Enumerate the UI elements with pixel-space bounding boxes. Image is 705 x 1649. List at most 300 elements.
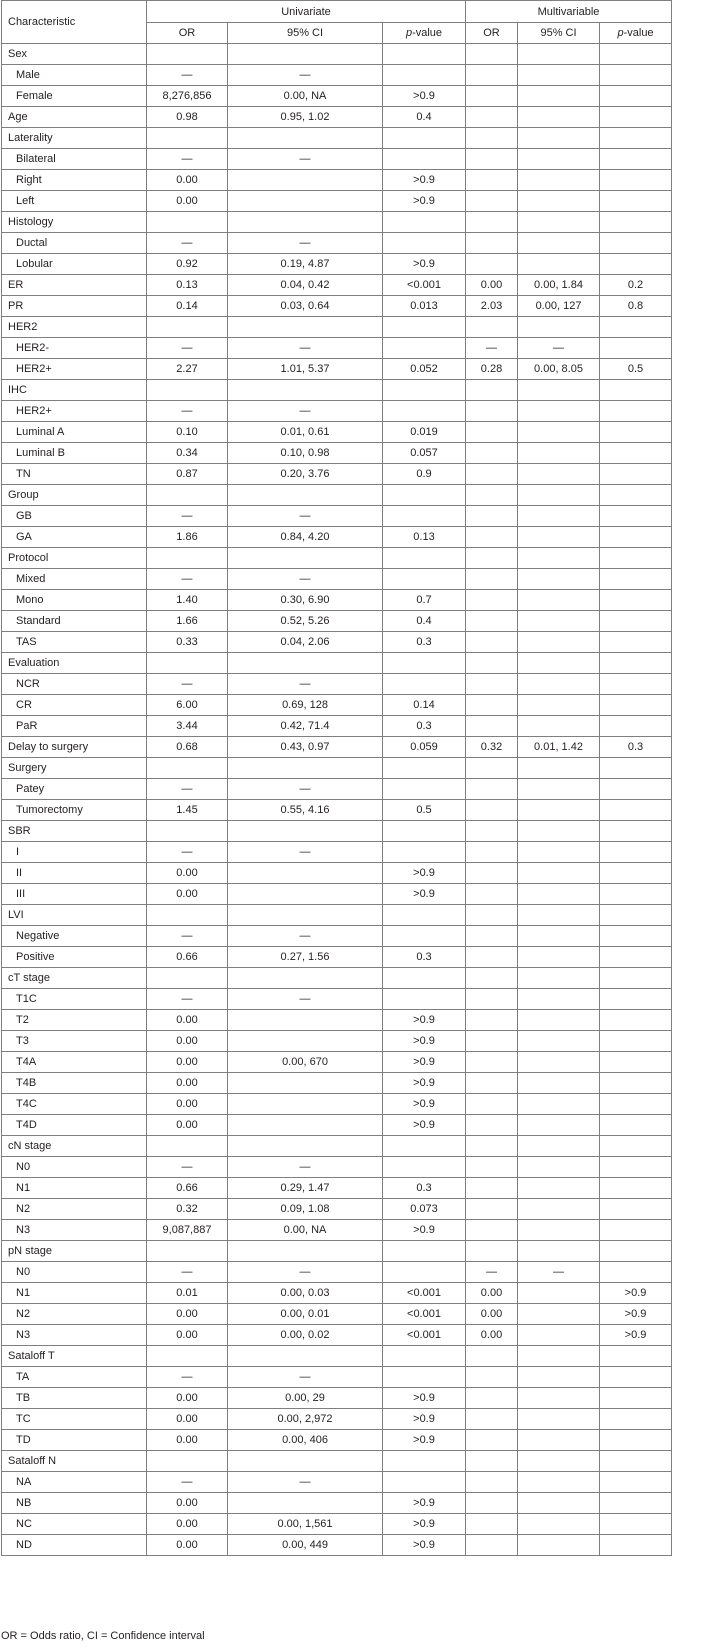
multi-p-cell bbox=[600, 1430, 672, 1451]
uni-ci-cell bbox=[228, 1451, 383, 1472]
multi-or-cell: 0.00 bbox=[466, 1283, 518, 1304]
characteristic-label: Laterality bbox=[2, 128, 147, 149]
uni-p-cell bbox=[383, 128, 466, 149]
uni-p-cell bbox=[383, 380, 466, 401]
uni-or-cell: 9,087,887 bbox=[147, 1220, 228, 1241]
uni-ci-header: 95% CI bbox=[228, 23, 383, 44]
multi-or-cell bbox=[466, 1241, 518, 1262]
multi-p-cell: 0.2 bbox=[600, 275, 672, 296]
characteristic-header: Characteristic bbox=[2, 1, 147, 44]
uni-ci-cell: 0.55, 4.16 bbox=[228, 800, 383, 821]
level-label: PaR bbox=[2, 716, 147, 737]
multi-or-cell bbox=[466, 485, 518, 506]
multi-ci-cell bbox=[518, 317, 600, 338]
multi-or-cell bbox=[466, 674, 518, 695]
uni-or-cell: 0.00 bbox=[147, 1325, 228, 1346]
multi-ci-cell bbox=[518, 716, 600, 737]
table-row bbox=[2, 674, 672, 695]
p-suffix: -value bbox=[412, 27, 443, 39]
uni-or-cell bbox=[147, 44, 228, 65]
multi-or-cell bbox=[466, 1409, 518, 1430]
level-label: Positive bbox=[2, 947, 147, 968]
level-label: Standard bbox=[2, 611, 147, 632]
multi-or-cell bbox=[466, 149, 518, 170]
multi-ci-cell bbox=[518, 86, 600, 107]
multi-p-header bbox=[600, 23, 672, 44]
uni-p-cell bbox=[383, 212, 466, 233]
uni-or-cell: 0.87 bbox=[147, 464, 228, 485]
multi-ci-cell bbox=[518, 548, 600, 569]
multi-p-cell bbox=[600, 1010, 672, 1031]
level-label: Bilateral bbox=[2, 149, 147, 170]
multi-p-cell bbox=[600, 947, 672, 968]
multi-ci-cell bbox=[518, 674, 600, 695]
multi-ci-cell bbox=[518, 1493, 600, 1514]
uni-ci-cell: 0.09, 1.08 bbox=[228, 1199, 383, 1220]
uni-p-header bbox=[383, 23, 466, 44]
uni-ci-cell bbox=[228, 44, 383, 65]
uni-p-cell: 0.7 bbox=[383, 590, 466, 611]
multi-ci-cell bbox=[518, 1220, 600, 1241]
multi-ci-cell bbox=[518, 1031, 600, 1052]
multi-or-cell bbox=[466, 1493, 518, 1514]
multi-ci-cell bbox=[518, 1451, 600, 1472]
multi-or-cell bbox=[466, 527, 518, 548]
table-row bbox=[2, 338, 672, 359]
table-row bbox=[2, 1052, 672, 1073]
uni-or-cell bbox=[147, 905, 228, 926]
multi-or-cell bbox=[466, 1157, 518, 1178]
multi-p-cell bbox=[600, 674, 672, 695]
uni-p-cell: >0.9 bbox=[383, 1514, 466, 1535]
uni-ci-cell: 0.84, 4.20 bbox=[228, 527, 383, 548]
multi-or-cell bbox=[466, 989, 518, 1010]
multi-ci-cell bbox=[518, 1514, 600, 1535]
uni-or-cell: — bbox=[147, 506, 228, 527]
uni-or-cell: 0.34 bbox=[147, 443, 228, 464]
table-row bbox=[2, 296, 672, 317]
multi-or-cell bbox=[466, 548, 518, 569]
uni-or-cell: — bbox=[147, 569, 228, 590]
multi-p-cell bbox=[600, 926, 672, 947]
uni-p-cell bbox=[383, 485, 466, 506]
multi-or-cell bbox=[466, 653, 518, 674]
uni-ci-cell bbox=[228, 317, 383, 338]
multi-p-cell bbox=[600, 233, 672, 254]
uni-ci-cell bbox=[228, 968, 383, 989]
multi-ci-cell bbox=[518, 1472, 600, 1493]
multi-ci-cell bbox=[518, 863, 600, 884]
multi-or-cell bbox=[466, 506, 518, 527]
multi-ci-cell bbox=[518, 65, 600, 86]
multi-or-cell bbox=[466, 1430, 518, 1451]
uni-ci-cell bbox=[228, 758, 383, 779]
uni-or-cell: 0.00 bbox=[147, 884, 228, 905]
uni-p-cell bbox=[383, 653, 466, 674]
table-row bbox=[2, 1241, 672, 1262]
uni-or-cell bbox=[147, 1346, 228, 1367]
multi-or-cell bbox=[466, 758, 518, 779]
multi-or-cell bbox=[466, 107, 518, 128]
table-row bbox=[2, 1430, 672, 1451]
multi-or-cell bbox=[466, 1031, 518, 1052]
multi-ci-cell bbox=[518, 485, 600, 506]
multi-p-cell bbox=[600, 1262, 672, 1283]
multi-ci-cell: 0.01, 1.42 bbox=[518, 737, 600, 758]
uni-or-cell: 0.00 bbox=[147, 1031, 228, 1052]
multi-p-cell bbox=[600, 149, 672, 170]
characteristic-label: Histology bbox=[2, 212, 147, 233]
p-italic: p bbox=[405, 27, 413, 39]
uni-ci-cell: — bbox=[228, 1472, 383, 1493]
table-row bbox=[2, 653, 672, 674]
table-row bbox=[2, 1136, 672, 1157]
uni-p-cell bbox=[383, 674, 466, 695]
uni-or-cell: 3.44 bbox=[147, 716, 228, 737]
multi-ci-cell bbox=[518, 1367, 600, 1388]
multi-or-cell bbox=[466, 44, 518, 65]
table-row bbox=[2, 1451, 672, 1472]
uni-or-cell: — bbox=[147, 842, 228, 863]
uni-or-cell: 1.66 bbox=[147, 611, 228, 632]
uni-or-cell: — bbox=[147, 401, 228, 422]
multi-ci-cell bbox=[518, 1052, 600, 1073]
multi-ci-cell bbox=[518, 842, 600, 863]
multi-or-cell bbox=[466, 1388, 518, 1409]
multi-or-header: OR bbox=[466, 23, 518, 44]
multi-or-cell: 0.00 bbox=[466, 1325, 518, 1346]
uni-p-cell bbox=[383, 905, 466, 926]
uni-or-cell: 0.00 bbox=[147, 1388, 228, 1409]
multi-ci-cell bbox=[518, 800, 600, 821]
uni-ci-cell: — bbox=[228, 338, 383, 359]
table-row bbox=[2, 1115, 672, 1136]
level-label: T4A bbox=[2, 1052, 147, 1073]
uni-p-cell: >0.9 bbox=[383, 1073, 466, 1094]
multi-p-cell bbox=[600, 1241, 672, 1262]
multi-p-cell bbox=[600, 527, 672, 548]
table-row bbox=[2, 905, 672, 926]
uni-or-cell: 0.00 bbox=[147, 863, 228, 884]
characteristic-label: IHC bbox=[2, 380, 147, 401]
multi-p-cell bbox=[600, 716, 672, 737]
uni-or-cell bbox=[147, 485, 228, 506]
table-row bbox=[2, 863, 672, 884]
table-row bbox=[2, 758, 672, 779]
uni-p-cell bbox=[383, 926, 466, 947]
multi-p-cell bbox=[600, 1535, 672, 1556]
level-label: T1C bbox=[2, 989, 147, 1010]
level-label: T4C bbox=[2, 1094, 147, 1115]
uni-ci-cell bbox=[228, 1346, 383, 1367]
uni-or-cell: 0.66 bbox=[147, 1178, 228, 1199]
table-row bbox=[2, 1157, 672, 1178]
table-row bbox=[2, 800, 672, 821]
table-header bbox=[2, 1, 672, 44]
uni-ci-cell bbox=[228, 170, 383, 191]
multi-ci-cell bbox=[518, 1010, 600, 1031]
uni-p-cell bbox=[383, 44, 466, 65]
multi-p-cell bbox=[600, 338, 672, 359]
multi-p-cell: 0.3 bbox=[600, 737, 672, 758]
table-row bbox=[2, 422, 672, 443]
level-label: T2 bbox=[2, 1010, 147, 1031]
uni-or-cell: 0.00 bbox=[147, 1010, 228, 1031]
uni-or-cell: 0.00 bbox=[147, 1052, 228, 1073]
uni-ci-cell: — bbox=[228, 65, 383, 86]
uni-ci-cell: 0.00, 29 bbox=[228, 1388, 383, 1409]
multi-p-cell bbox=[600, 1493, 672, 1514]
multi-ci-cell bbox=[518, 884, 600, 905]
multi-p-cell bbox=[600, 44, 672, 65]
level-label: ND bbox=[2, 1535, 147, 1556]
uni-ci-cell bbox=[228, 1241, 383, 1262]
multi-ci-cell bbox=[518, 422, 600, 443]
multi-ci-cell bbox=[518, 695, 600, 716]
table-row bbox=[2, 611, 672, 632]
uni-ci-cell bbox=[228, 653, 383, 674]
multi-ci-cell bbox=[518, 527, 600, 548]
characteristic-label: Sex bbox=[2, 44, 147, 65]
level-label: Tumorectomy bbox=[2, 800, 147, 821]
characteristic-label: LVI bbox=[2, 905, 147, 926]
multi-p-cell bbox=[600, 695, 672, 716]
uni-p-cell: 0.073 bbox=[383, 1199, 466, 1220]
table-row bbox=[2, 254, 672, 275]
uni-or-cell bbox=[147, 968, 228, 989]
multi-p-cell bbox=[600, 317, 672, 338]
uni-ci-cell: 0.00, 670 bbox=[228, 1052, 383, 1073]
table-row bbox=[2, 191, 672, 212]
p-suffix: -value bbox=[623, 27, 654, 39]
uni-ci-cell bbox=[228, 821, 383, 842]
multi-p-cell bbox=[600, 1346, 672, 1367]
table-row bbox=[2, 821, 672, 842]
uni-or-cell: 0.13 bbox=[147, 275, 228, 296]
uni-ci-cell: 0.95, 1.02 bbox=[228, 107, 383, 128]
uni-p-cell: 0.059 bbox=[383, 737, 466, 758]
multi-p-cell bbox=[600, 548, 672, 569]
multi-p-cell bbox=[600, 1514, 672, 1535]
uni-or-cell: 0.92 bbox=[147, 254, 228, 275]
level-label: TD bbox=[2, 1430, 147, 1451]
uni-p-cell: >0.9 bbox=[383, 191, 466, 212]
level-label: TC bbox=[2, 1409, 147, 1430]
multi-p-cell bbox=[600, 1472, 672, 1493]
multi-ci-cell bbox=[518, 506, 600, 527]
uni-p-cell bbox=[383, 338, 466, 359]
multi-ci-cell bbox=[518, 989, 600, 1010]
level-label: N1 bbox=[2, 1283, 147, 1304]
uni-or-cell: — bbox=[147, 1157, 228, 1178]
uni-or-cell: — bbox=[147, 65, 228, 86]
table-row bbox=[2, 443, 672, 464]
level-label: NCR bbox=[2, 674, 147, 695]
uni-or-cell bbox=[147, 317, 228, 338]
multi-ci-cell: — bbox=[518, 338, 600, 359]
level-label: HER2- bbox=[2, 338, 147, 359]
multi-or-cell: 0.28 bbox=[466, 359, 518, 380]
multi-or-cell bbox=[466, 191, 518, 212]
uni-or-cell: — bbox=[147, 149, 228, 170]
multi-ci-cell bbox=[518, 569, 600, 590]
table-row bbox=[2, 149, 672, 170]
uni-p-cell bbox=[383, 149, 466, 170]
characteristic-label: ER bbox=[2, 275, 147, 296]
level-label: II bbox=[2, 863, 147, 884]
multi-or-cell bbox=[466, 842, 518, 863]
uni-or-cell: 0.00 bbox=[147, 1115, 228, 1136]
table-row bbox=[2, 989, 672, 1010]
level-label: Lobular bbox=[2, 254, 147, 275]
uni-or-cell: — bbox=[147, 989, 228, 1010]
multi-or-cell: 0.00 bbox=[466, 275, 518, 296]
uni-p-cell: >0.9 bbox=[383, 863, 466, 884]
uni-or-cell: 0.00 bbox=[147, 1073, 228, 1094]
uni-p-cell: 0.14 bbox=[383, 695, 466, 716]
multi-or-cell bbox=[466, 1367, 518, 1388]
uni-ci-cell: — bbox=[228, 1262, 383, 1283]
multi-p-cell: >0.9 bbox=[600, 1283, 672, 1304]
uni-or-cell bbox=[147, 1451, 228, 1472]
multi-ci-cell bbox=[518, 1430, 600, 1451]
multi-or-cell bbox=[466, 1178, 518, 1199]
level-label: TN bbox=[2, 464, 147, 485]
multi-ci-cell bbox=[518, 1094, 600, 1115]
table-row bbox=[2, 1283, 672, 1304]
multi-ci-cell bbox=[518, 464, 600, 485]
uni-p-cell bbox=[383, 1157, 466, 1178]
table-row bbox=[2, 1388, 672, 1409]
multi-ci-cell bbox=[518, 821, 600, 842]
table-row bbox=[2, 275, 672, 296]
uni-p-cell: 0.013 bbox=[383, 296, 466, 317]
uni-ci-cell bbox=[228, 905, 383, 926]
multi-or-cell bbox=[466, 443, 518, 464]
multi-p-cell bbox=[600, 905, 672, 926]
multi-or-cell bbox=[466, 779, 518, 800]
multi-p-cell bbox=[600, 884, 672, 905]
table-row bbox=[2, 1304, 672, 1325]
uni-or-cell: 0.00 bbox=[147, 170, 228, 191]
uni-or-cell: — bbox=[147, 779, 228, 800]
multi-or-cell bbox=[466, 1472, 518, 1493]
multi-ci-cell: 0.00, 127 bbox=[518, 296, 600, 317]
multi-or-cell bbox=[466, 611, 518, 632]
table-row bbox=[2, 779, 672, 800]
multi-or-cell bbox=[466, 1073, 518, 1094]
multi-or-cell: 0.32 bbox=[466, 737, 518, 758]
level-label: Negative bbox=[2, 926, 147, 947]
table-row bbox=[2, 1094, 672, 1115]
level-label: TB bbox=[2, 1388, 147, 1409]
level-label: Female bbox=[2, 86, 147, 107]
multi-ci-cell bbox=[518, 926, 600, 947]
uni-or-cell: — bbox=[147, 674, 228, 695]
uni-or-cell: 0.01 bbox=[147, 1283, 228, 1304]
multi-ci-cell bbox=[518, 1241, 600, 1262]
multi-ci-cell bbox=[518, 128, 600, 149]
uni-p-cell bbox=[383, 821, 466, 842]
multi-p-cell bbox=[600, 569, 672, 590]
uni-or-cell: 0.00 bbox=[147, 1514, 228, 1535]
uni-p-cell: >0.9 bbox=[383, 86, 466, 107]
level-label: N2 bbox=[2, 1304, 147, 1325]
uni-or-cell bbox=[147, 1241, 228, 1262]
table-row bbox=[2, 590, 672, 611]
uni-p-cell: >0.9 bbox=[383, 1031, 466, 1052]
table-row bbox=[2, 716, 672, 737]
level-label: NA bbox=[2, 1472, 147, 1493]
table-row bbox=[2, 464, 672, 485]
characteristic-label: Sataloff N bbox=[2, 1451, 147, 1472]
table-row bbox=[2, 737, 672, 758]
table-row bbox=[2, 485, 672, 506]
multi-p-cell: 0.5 bbox=[600, 359, 672, 380]
uni-ci-cell: — bbox=[228, 926, 383, 947]
uni-ci-cell bbox=[228, 1136, 383, 1157]
multi-or-cell bbox=[466, 569, 518, 590]
uni-ci-cell bbox=[228, 548, 383, 569]
uni-p-cell: >0.9 bbox=[383, 1409, 466, 1430]
uni-p-cell: >0.9 bbox=[383, 1094, 466, 1115]
multi-or-cell bbox=[466, 716, 518, 737]
uni-ci-cell bbox=[228, 1493, 383, 1514]
uni-ci-cell bbox=[228, 1094, 383, 1115]
table-row bbox=[2, 926, 672, 947]
multi-ci-cell bbox=[518, 1178, 600, 1199]
multi-or-cell bbox=[466, 1136, 518, 1157]
characteristic-label: cN stage bbox=[2, 1136, 147, 1157]
multivariable-header: Multivariable bbox=[466, 1, 672, 23]
multi-ci-cell bbox=[518, 380, 600, 401]
multi-p-cell: 0.8 bbox=[600, 296, 672, 317]
uni-ci-cell bbox=[228, 191, 383, 212]
multi-ci-cell: 0.00, 1.84 bbox=[518, 275, 600, 296]
uni-p-cell bbox=[383, 1346, 466, 1367]
multi-p-cell bbox=[600, 590, 672, 611]
multi-p-cell bbox=[600, 464, 672, 485]
multi-p-cell bbox=[600, 863, 672, 884]
characteristic-label: Sataloff T bbox=[2, 1346, 147, 1367]
uni-p-cell bbox=[383, 1262, 466, 1283]
uni-ci-cell: — bbox=[228, 779, 383, 800]
uni-p-cell bbox=[383, 758, 466, 779]
table-row bbox=[2, 884, 672, 905]
multi-p-cell bbox=[600, 1451, 672, 1472]
table-row bbox=[2, 632, 672, 653]
multi-or-cell bbox=[466, 1115, 518, 1136]
level-label: CR bbox=[2, 695, 147, 716]
level-label: N3 bbox=[2, 1325, 147, 1346]
characteristic-label: PR bbox=[2, 296, 147, 317]
uni-or-cell: 0.00 bbox=[147, 1493, 228, 1514]
multi-ci-cell bbox=[518, 149, 600, 170]
characteristic-label: Delay to surgery bbox=[2, 737, 147, 758]
multi-p-cell bbox=[600, 1031, 672, 1052]
multi-or-cell bbox=[466, 86, 518, 107]
table-row bbox=[2, 1262, 672, 1283]
multi-or-cell bbox=[466, 1220, 518, 1241]
uni-or-cell: — bbox=[147, 1472, 228, 1493]
uni-ci-cell: — bbox=[228, 149, 383, 170]
uni-or-cell bbox=[147, 653, 228, 674]
uni-ci-cell bbox=[228, 1073, 383, 1094]
uni-p-cell bbox=[383, 1241, 466, 1262]
uni-or-cell: — bbox=[147, 1262, 228, 1283]
table-row bbox=[2, 107, 672, 128]
multi-ci-cell bbox=[518, 905, 600, 926]
